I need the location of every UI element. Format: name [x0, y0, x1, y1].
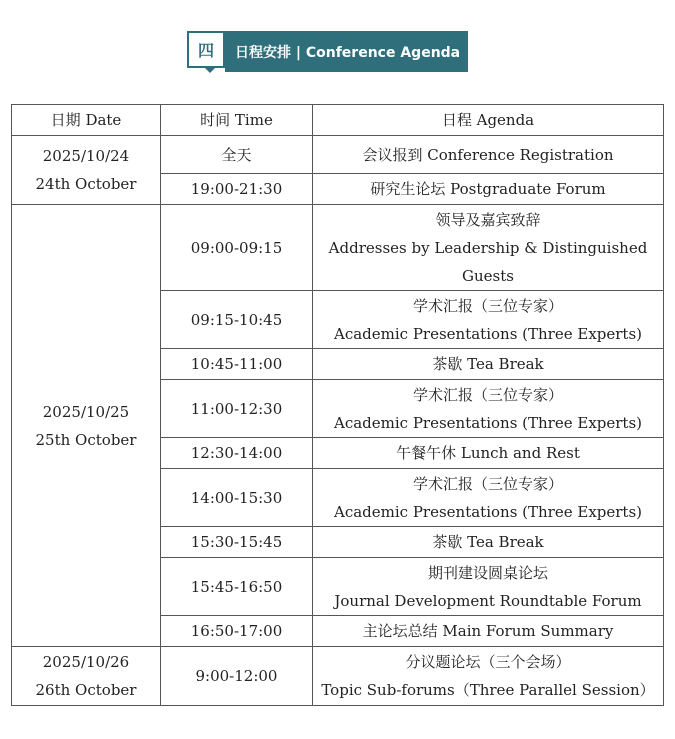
agenda-line: 茶歇 Tea Break — [432, 533, 544, 551]
agenda-cell — [313, 205, 664, 291]
agenda-cell — [313, 527, 664, 558]
date-value: 2025/10/25 — [42, 402, 130, 421]
agenda-cell — [313, 438, 664, 469]
agenda-line: 茶歇 Tea Break — [432, 355, 544, 373]
time-cell: 16:50-17:00 — [161, 616, 313, 647]
time-cell: 12:30-14:00 — [161, 438, 313, 469]
agenda-line: Topic Sub-forums（Three Parallel Session） — [321, 681, 655, 699]
time-cell: 11:00-12:30 — [161, 380, 313, 438]
agenda-cell — [313, 616, 664, 647]
agenda-body — [12, 136, 664, 706]
agenda-line: 午餐午休 Lunch and Rest — [396, 444, 580, 462]
date-value: 2025/10/24 — [42, 147, 130, 165]
agenda-line: Journal Development Roundtable Forum — [334, 591, 642, 610]
section-title: 日程安排 | Conference Agenda — [225, 31, 468, 72]
date-cell — [12, 647, 161, 706]
section-number: 四 — [187, 31, 225, 68]
date-english: 25th October — [35, 430, 137, 449]
agenda-line: 分议题论坛（三个会场） — [405, 653, 571, 671]
time-cell: 9:00-12:00 — [161, 647, 313, 706]
time-cell: 15:45-16:50 — [161, 558, 313, 616]
agenda-cell — [313, 349, 664, 380]
agenda-line: 学术汇报（三位专家） — [412, 296, 563, 315]
agenda-table — [11, 104, 664, 706]
agenda-cell — [313, 380, 664, 438]
agenda-line: Academic Presentations (Three Experts) — [333, 502, 643, 521]
date-value: 2025/10/26 — [42, 653, 130, 671]
agenda-line: Academic Presentations (Three Experts) — [333, 413, 643, 432]
table-header-row — [12, 105, 664, 136]
agenda-line: 学术汇报（三位专家） — [412, 474, 563, 493]
time-cell: 09:00-09:15 — [161, 205, 313, 291]
table-row — [12, 647, 664, 706]
table-row — [12, 136, 664, 174]
agenda-line: 期刊建设圆桌论坛 — [427, 563, 548, 582]
agenda-line: Addresses by Leadership & Distinguished — [328, 238, 648, 257]
date-english: 26th October — [35, 681, 137, 699]
agenda-line: Guests — [462, 266, 514, 285]
agenda-line: Academic Presentations (Three Experts) — [333, 324, 643, 343]
date-cell — [12, 136, 161, 205]
time-cell: 10:45-11:00 — [161, 349, 313, 380]
agenda-cell — [313, 174, 664, 205]
agenda-cell — [313, 558, 664, 616]
time-cell: 14:00-15:30 — [161, 469, 313, 527]
agenda-cell — [313, 291, 664, 349]
time-cell: 19:00-21:30 — [161, 174, 313, 205]
time-cell: 09:15-10:45 — [161, 291, 313, 349]
time-cell: 全天 — [161, 136, 313, 174]
agenda-cell — [313, 469, 664, 527]
agenda-cell — [313, 136, 664, 174]
agenda-line: 领导及嘉宾致辞 — [435, 210, 541, 229]
date-cell — [12, 205, 161, 647]
agenda-line: 研究生论坛 Postgraduate Forum — [370, 180, 606, 198]
date-english: 24th October — [35, 175, 137, 193]
agenda-line: 主论坛总结 Main Forum Summary — [362, 622, 614, 640]
section-header — [187, 31, 468, 72]
agenda-line: 学术汇报（三位专家） — [412, 385, 563, 404]
agenda-line: 会议报到 Conference Registration — [362, 145, 614, 164]
column-header-agenda: 日程 Agenda — [313, 105, 664, 136]
time-cell: 15:30-15:45 — [161, 527, 313, 558]
agenda-cell — [313, 647, 664, 706]
table-row — [12, 205, 664, 291]
column-header-time: 时间 Time — [161, 105, 313, 136]
column-header-date: 日期 Date — [12, 105, 161, 136]
